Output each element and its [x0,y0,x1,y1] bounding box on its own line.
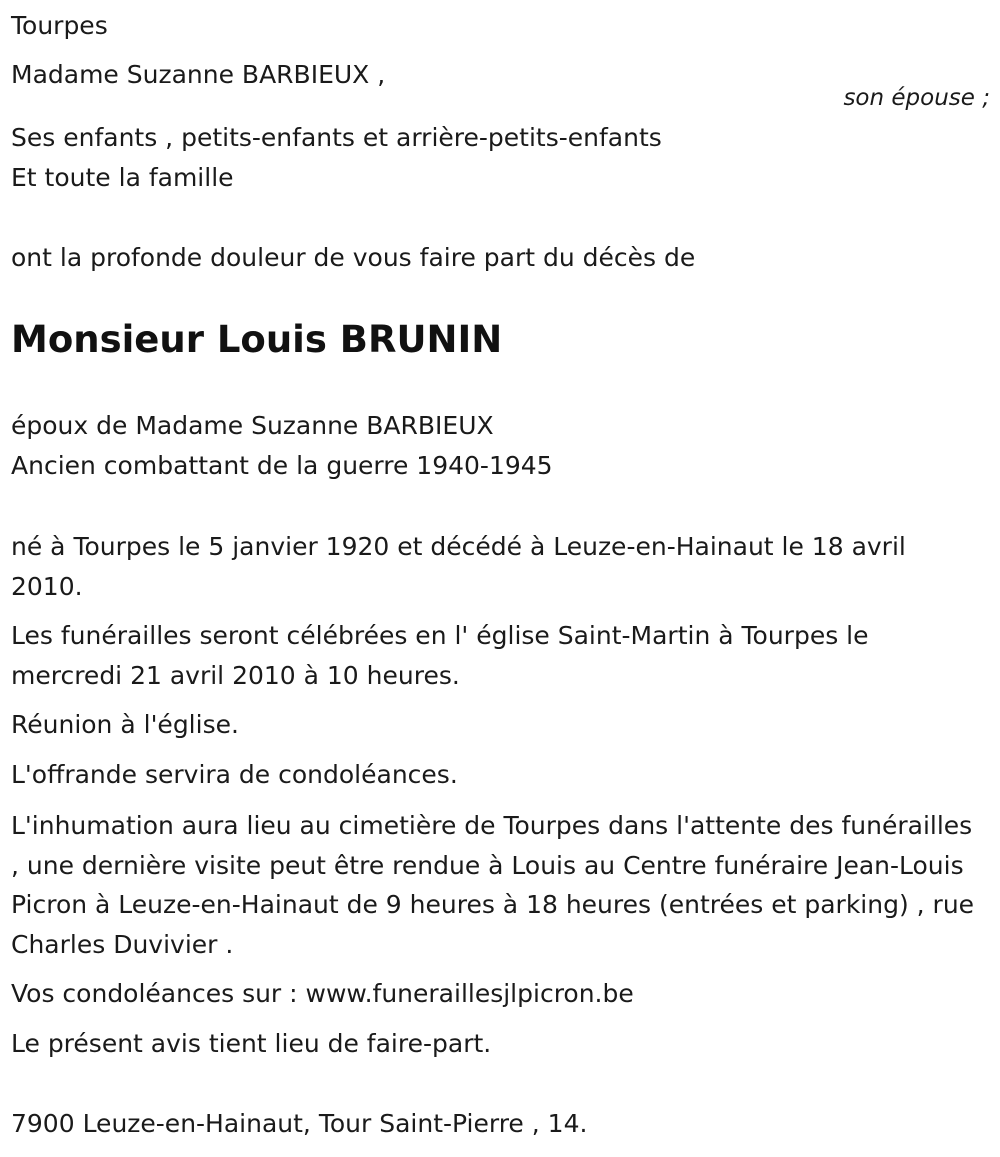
wife-role-label: son épouse ; [843,85,990,111]
family-line: Et toute la famille [11,163,234,192]
funeral-paragraph: Les funérailles seront célébrées en l' église Saint-Martin à Tourpes le mercredi 21 avril 2010 à 10 heures. [11,621,869,690]
spouse-line: époux de Madame Suzanne BARBIEUX [11,411,494,440]
announcement-line: ont la profonde douleur de vous faire part du décès de [11,243,696,272]
place-name: Tourpes [11,11,108,40]
burial-paragraph: L'inhumation aura lieu au cimetière de Tourpes dans l'attente des funérailles , une dernière visite peut être rendue à Louis au Centre funéraire Jean-Louis Picron à Leuze-en-Hainaut de 9 heures à 18 heures (entrées et parking) , rue Charles Duvivier . [11,811,975,959]
address-line: 7900 Leuze-en-Hainaut, Tour Saint-Pierre , 14. [11,1109,588,1138]
children-line: Ses enfants , petits-enfants et arrière-petits-enfants [11,123,662,152]
deceased-name-heading: Monsieur Louis BRUNIN [11,318,503,361]
offering-line: L'offrande servira de condoléances. [11,760,458,789]
notice-line: Le présent avis tient lieu de faire-part. [11,1029,492,1058]
reunion-line: Réunion à l'église. [11,710,239,739]
condolences-line: Vos condoléances sur : www.funeraillesjlpicron.be [11,979,634,1008]
wife-name-line: Madame Suzanne BARBIEUX , [11,60,386,89]
birth-death-paragraph: né à Tourpes le 5 janvier 1920 et décédé à Leuze-en-Hainaut le 18 avril 2010. [11,532,906,601]
veteran-line: Ancien combattant de la guerre 1940-1945 [11,451,553,480]
